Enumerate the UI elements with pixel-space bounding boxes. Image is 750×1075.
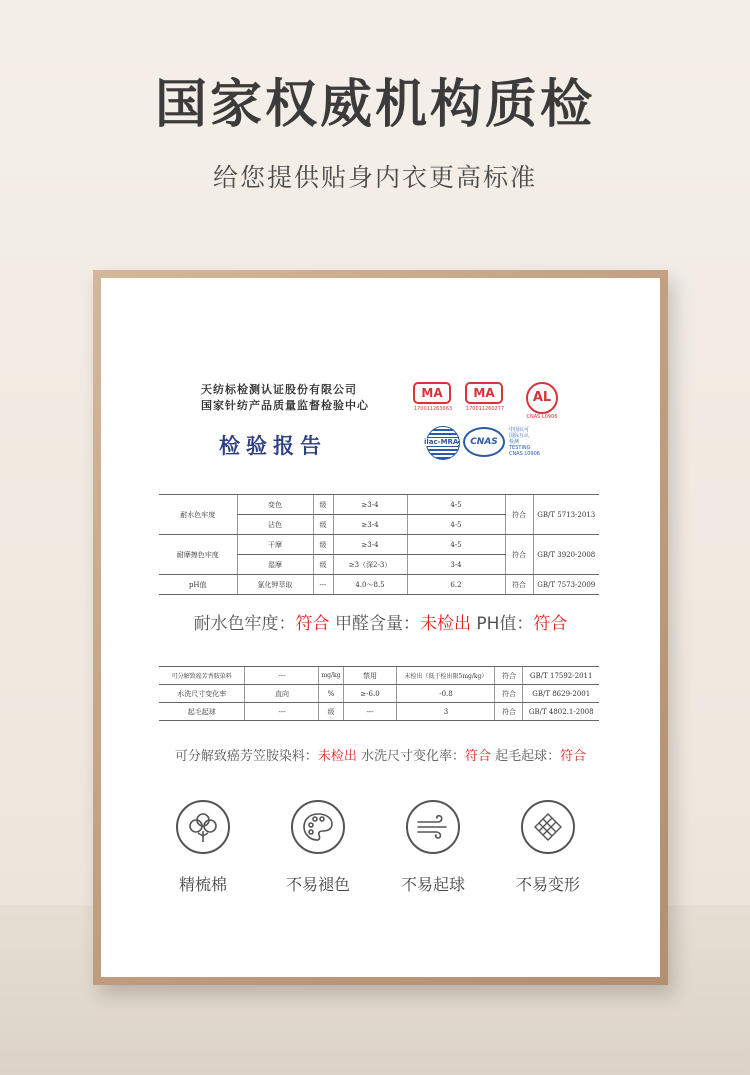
table-cell: ---	[343, 703, 397, 721]
summary-label: 水洗尺寸变化率：	[356, 749, 465, 764]
summary-value: 符合	[533, 614, 568, 634]
table-cell: 禁用	[343, 667, 397, 685]
table-row	[159, 703, 599, 721]
table-cell: ≥3-4	[333, 515, 407, 535]
certification-logos	[413, 382, 613, 472]
cma-logo-2	[465, 382, 505, 412]
table-cell: 干摩	[237, 535, 313, 555]
page-subtitle: 给您提供贴身内衣更高标准	[212, 163, 537, 192]
cma-mark-1: MA	[413, 382, 451, 404]
table-row	[159, 535, 599, 555]
table-cell: 符合	[505, 495, 533, 535]
table-cell: 湿摩	[237, 555, 313, 575]
feature-item	[383, 800, 483, 895]
table-cell: 4-5	[407, 515, 505, 535]
table-cell: 级	[313, 515, 333, 535]
feature-item	[498, 800, 598, 895]
cnas-text-line: 检测	[509, 439, 520, 445]
table-cell: 耐水色牢度	[159, 495, 237, 535]
feature-label: 精梳棉	[178, 875, 227, 894]
cnas-text	[509, 427, 540, 457]
cma-mark-2: MA	[465, 382, 503, 404]
cnas-text-line: 国际互认	[509, 433, 530, 439]
feature-item	[268, 800, 368, 895]
ilac-label: ilac-MRA	[424, 438, 459, 446]
summary-value: 符合	[465, 749, 492, 764]
feature-label: 不易褪色	[285, 875, 350, 894]
table-cell: 符合	[495, 667, 523, 685]
table-cell: 未检出（低于检出限5mg/kg）	[397, 667, 495, 685]
table-cell: 变色	[237, 495, 313, 515]
summary-label: 甲醛含量：	[329, 614, 420, 634]
table-cell: 起毛起球	[159, 703, 245, 721]
feature-label: 不易变形	[515, 875, 580, 894]
table-cell: GB/T 4802.1-2008	[523, 703, 599, 721]
cma-number-2: 170011260277	[465, 406, 505, 412]
table-cell: 直向	[245, 685, 319, 703]
table-cell: 3-4	[407, 555, 505, 575]
table-cell: 级	[313, 535, 333, 555]
table-cell: ≥-6.0	[343, 685, 397, 703]
table-row	[159, 685, 599, 703]
cnas-logo-icon: CNAS	[463, 427, 505, 457]
test-table-1	[159, 494, 599, 595]
cnas-text-line: 中国认可	[509, 427, 530, 433]
summary-line-2	[101, 745, 660, 764]
org-line-2: 国家针纺产品质量监督检验中心	[201, 399, 369, 412]
table-cell: mg/kg	[319, 667, 343, 685]
summary-label: 可分解致癌芳笠胺染料：	[174, 749, 318, 764]
table-cell: GB/T 17592-2011	[523, 667, 599, 685]
table-cell: 3	[397, 703, 495, 721]
cal-logo	[520, 382, 564, 420]
summary-value: 未检出	[419, 614, 471, 634]
wind-icon	[406, 800, 460, 854]
table-cell: ≥3-4	[333, 495, 407, 515]
table-cell: 级	[313, 555, 333, 575]
table-cell: 符合	[495, 703, 523, 721]
table-row	[159, 575, 599, 595]
summary-value: 未检出	[317, 749, 357, 764]
table-cell: -0.8	[397, 685, 495, 703]
table-cell: 耐摩擦色牢度	[159, 535, 237, 575]
summary-label: 耐水色牢度：	[193, 614, 296, 634]
table-cell: 可分解致癌芳香胺染料	[159, 667, 245, 685]
table-cell: 水洗尺寸变化率	[159, 685, 245, 703]
summary-value: 符合	[560, 749, 587, 764]
org-line-1: 天纺标检测认证股份有限公司	[201, 383, 357, 396]
table-cell: 4.0～8.5	[333, 575, 407, 595]
cotton-icon	[176, 800, 230, 854]
table-cell: 4-5	[407, 535, 505, 555]
palette-icon	[291, 800, 345, 854]
table-cell: 氯化钾萃取	[237, 575, 313, 595]
summary-value: 符合	[295, 614, 330, 634]
table-row	[159, 495, 599, 515]
table-cell: 6.2	[407, 575, 505, 595]
table-cell: GB/T 3920-2008	[533, 535, 599, 575]
table-cell: 4-5	[407, 495, 505, 515]
certificate-frame	[93, 270, 668, 985]
table-cell: %	[319, 685, 343, 703]
cal-mark: AL	[526, 382, 558, 414]
table-cell: ≥3（深2-3）	[333, 555, 407, 575]
table-cell: GB/T 8629-2001	[523, 685, 599, 703]
table-cell: 符合	[495, 685, 523, 703]
table-cell: 级	[319, 703, 343, 721]
ilac-mra-logo-icon	[426, 426, 460, 460]
summary-label: PH值：	[470, 614, 534, 634]
cma-logo-1	[413, 382, 453, 412]
test-table-2	[159, 666, 599, 721]
summary-line-1	[101, 609, 660, 634]
table-cell: ---	[245, 667, 319, 685]
table-row	[159, 667, 599, 685]
table-cell: 符合	[505, 535, 533, 575]
table-cell: pH值	[159, 575, 237, 595]
table-cell: GB/T 7573-2009	[533, 575, 599, 595]
table-cell: GB/T 5713-2013	[533, 495, 599, 535]
table-cell: 符合	[505, 575, 533, 595]
table-cell: ---	[313, 575, 333, 595]
feature-item	[153, 800, 253, 895]
table-cell: ≥3-4	[333, 535, 407, 555]
cnas-text-line: CNAS L0906	[509, 451, 540, 457]
cnas-text-line: TESTING	[509, 445, 531, 451]
summary-label: 起毛起球：	[491, 749, 561, 764]
cma-number-1: 170011263663	[413, 406, 453, 412]
org-names	[201, 382, 369, 414]
feature-list	[153, 800, 613, 900]
table-cell: 级	[313, 495, 333, 515]
cal-number: CNAS L0906	[526, 414, 558, 420]
table-cell: 沾色	[237, 515, 313, 535]
fabric-weave-icon	[521, 800, 575, 854]
certificate-paper	[101, 278, 660, 977]
table-cell: ---	[245, 703, 319, 721]
page-title: 国家权威机构质检	[154, 75, 595, 135]
report-title: 检验报告	[219, 433, 327, 458]
feature-label: 不易起球	[400, 875, 465, 894]
